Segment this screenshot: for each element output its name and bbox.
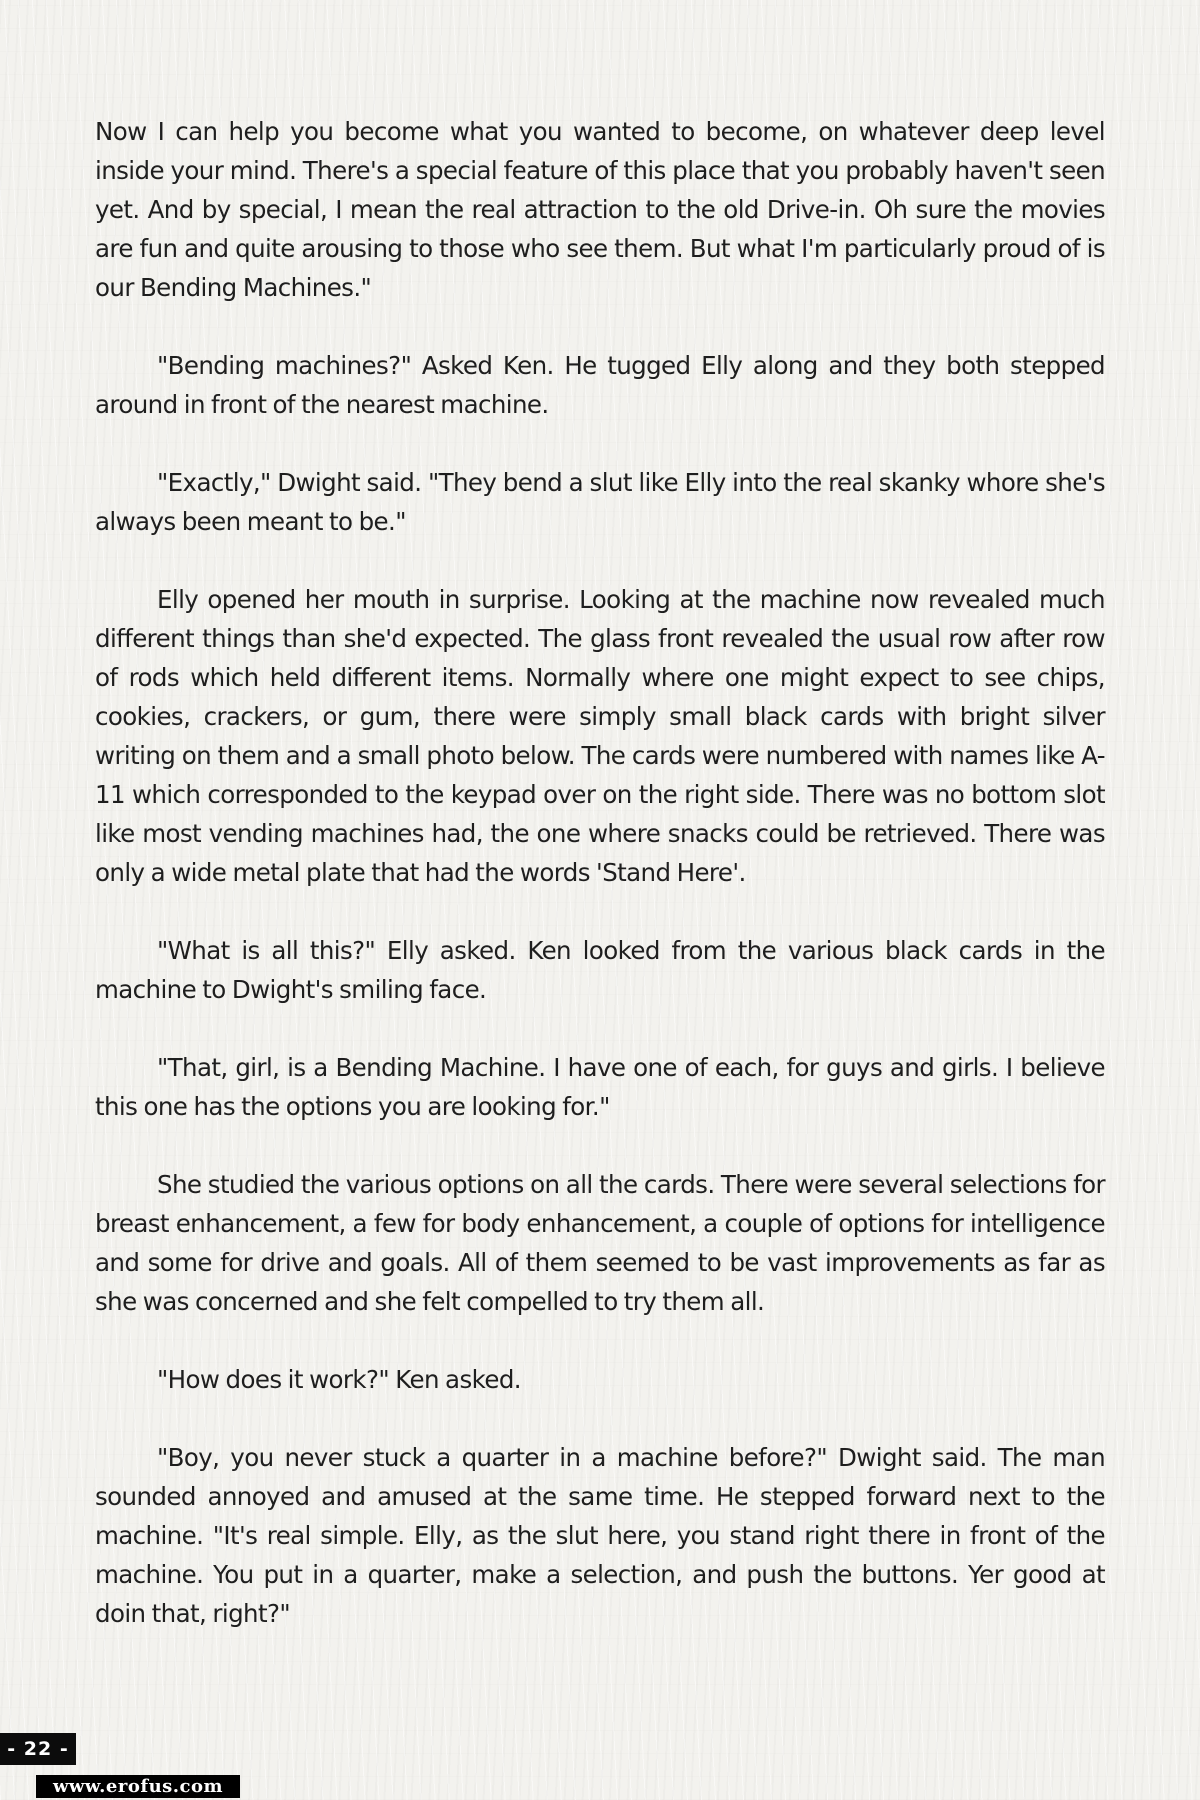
- paragraph: "Bending machines?" Asked Ken. He tugged Elly along and they both stepped around in front of the nearest machine.: [95, 351, 1105, 419]
- paragraph: "Boy, you never stuck a quarter in a machine before?" Dwight said. The man sounded annoyed and amused at the same time. He stepped forward next to the machine. "It's real simple. Elly, as the slut here, you stand right there in front of the machine. You put in a quarter, make a selection, and push the buttons. Yer good at doin that, right?": [95, 1443, 1105, 1628]
- paragraph: "How does it work?" Ken asked.: [157, 1365, 521, 1394]
- paragraph: Now I can help you become what you wanted to become, on whatever deep level inside your mind. There's a special feature of this place that you probably haven't seen yet. And by special, I mean the real attraction to the old Drive-in. Oh sure the movies are fun and quite arousing to those who see them. But what I'm particularly proud of is our Bending Machines.": [95, 117, 1105, 302]
- page-number: - 22 -: [0, 1733, 76, 1765]
- paragraph: "That, girl, is a Bending Machine. I have one of each, for guys and girls. I believe this one has the options you are looking for.": [95, 1053, 1105, 1121]
- paragraph: Elly opened her mouth in surprise. Looking at the machine now revealed much different things than she'd expected. The glass front revealed the usual row after row of rods which held different items. Normally where one might expect to see chips, cookies, crackers, or gum, there were simply small black cards with bright silver writing on them and a small photo below. The cards were numbered with names like A-11 which corresponded to the keypad over on the right side. There was no bottom slot like most vending machines had, the one where snacks could be retrieved. There was only a wide metal plate that had the words 'Stand Here'.: [95, 585, 1105, 887]
- body-text: [95, 112, 1105, 1672]
- watermark: www.erofus.com: [36, 1775, 240, 1798]
- paragraph: "Exactly," Dwight said. "They bend a slut like Elly into the real skanky whore she's always been meant to be.": [95, 468, 1105, 536]
- paragraph: "What is all this?" Elly asked. Ken looked from the various black cards in the machine to Dwight's smiling face.: [95, 936, 1105, 1004]
- paragraph: She studied the various options on all the cards. There were several selections for breast enhancement, a few for body enhancement, a couple of options for intelligence and some for drive and goals. All of them seemed to be vast improvements as far as she was concerned and she felt compelled to try them all.: [95, 1170, 1105, 1316]
